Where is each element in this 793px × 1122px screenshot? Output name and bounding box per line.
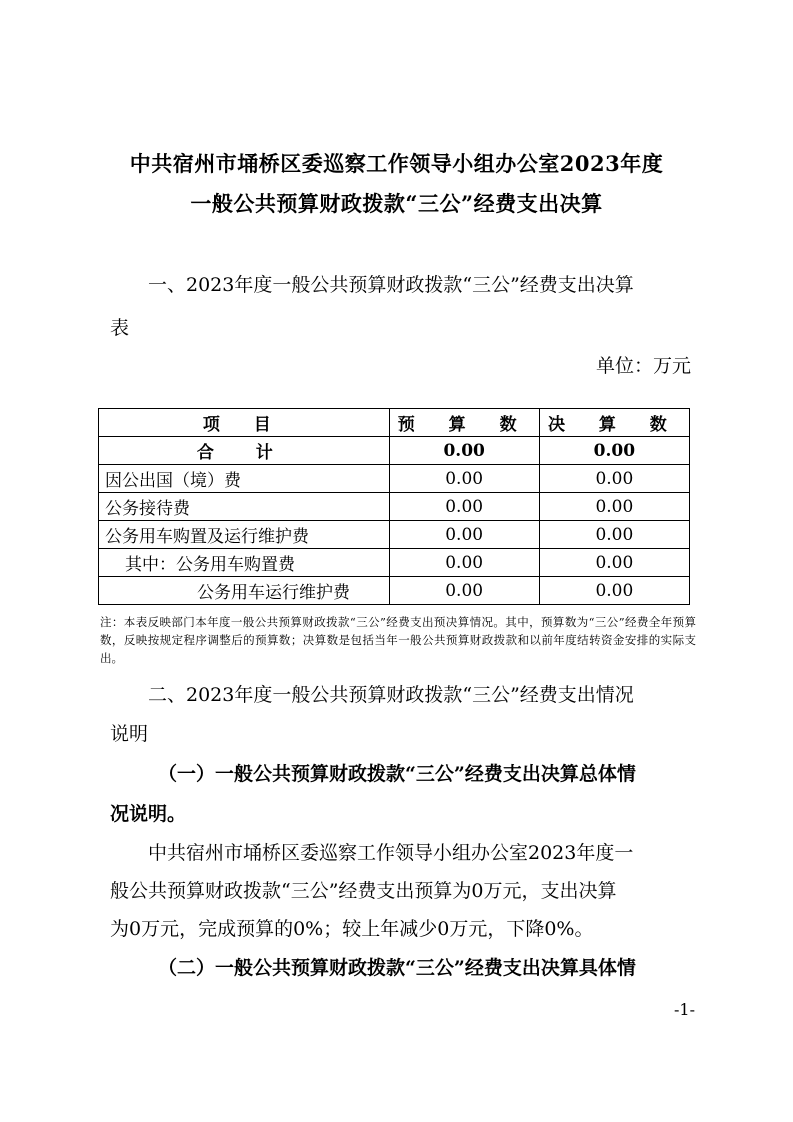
row-actual: 0.00 (539, 577, 689, 605)
document-title-line1: 中共宿州市埇桥区委巡察工作领导小组办公室2023年度 (129, 151, 664, 176)
table-header-row (99, 409, 690, 437)
row-label: 其中：公务用车购置费 (99, 549, 390, 577)
subsection2-heading: （二）一般公共预算财政拨款“三公”经费支出决算具体情 (158, 957, 636, 979)
document-title-line2: 一般公共预算财政拨款“三公”经费支出决算 (190, 191, 603, 216)
table-row (99, 493, 690, 521)
row-budget: 0.00 (389, 577, 539, 605)
body-paragraph-line2: 般公共预算财政拨款“三公”经费支出预算为0万元，支出决算 (110, 880, 617, 902)
row-actual: 0.00 (539, 521, 689, 549)
row-budget: 0.00 (389, 493, 539, 521)
header-item: 项 目 (99, 409, 390, 437)
header-budget: 预 算 数 (389, 409, 539, 437)
row-label: 因公出国（境）费 (99, 465, 390, 493)
section2-heading-cont: 说明 (110, 723, 149, 745)
section1-heading: 一、2023年度一般公共预算财政拨款“三公”经费支出决算 (148, 274, 634, 296)
table-row (99, 521, 690, 549)
row-actual: 0.00 (539, 465, 689, 493)
row-actual: 0.00 (539, 493, 689, 521)
table-row (99, 549, 690, 577)
page-number: -1- (674, 1000, 695, 1019)
row-actual: 0.00 (539, 549, 689, 577)
table-row-total (99, 437, 690, 465)
unit-label: 单位：万元 (595, 355, 691, 377)
row-budget: 0.00 (389, 465, 539, 493)
row-label: 公务接待费 (99, 493, 390, 521)
header-actual: 决 算 数 (539, 409, 689, 437)
subsection1-heading-cont: 况说明。 (110, 803, 187, 825)
subsection1-heading: （一）一般公共预算财政拨款“三公”经费支出决算总体情 (158, 763, 636, 785)
row-actual: 0.00 (539, 437, 689, 465)
section1-heading-cont: 表 (110, 317, 130, 339)
body-paragraph-line3: 为0万元，完成预算的0%；较上年减少0万元，下降0%。 (110, 918, 594, 940)
table-row (99, 577, 690, 605)
table-note: 注：本表反映部门本年度一般公共预算财政拨款“三公”经费支出预决算情况。其中，预算数为“三公”经费全年预算数，反映按规定程序调整后的预算数；决算数是包括当年一般公共预算财政拨款和以前年度结转资金安排的实际支出。 (100, 615, 696, 665)
row-budget: 0.00 (389, 437, 539, 465)
table-row (99, 465, 690, 493)
body-paragraph-line1: 中共宿州市埇桥区委巡察工作领导小组办公室2023年度一 (148, 842, 634, 864)
expense-table (98, 408, 690, 605)
row-budget: 0.00 (389, 521, 539, 549)
row-label: 合 计 (99, 437, 390, 465)
row-label: 公务用车购置及运行维护费 (99, 521, 390, 549)
section2-heading: 二、2023年度一般公共预算财政拨款“三公”经费支出情况 (148, 684, 634, 706)
row-budget: 0.00 (389, 549, 539, 577)
row-label: 公务用车运行维护费 (99, 577, 390, 605)
